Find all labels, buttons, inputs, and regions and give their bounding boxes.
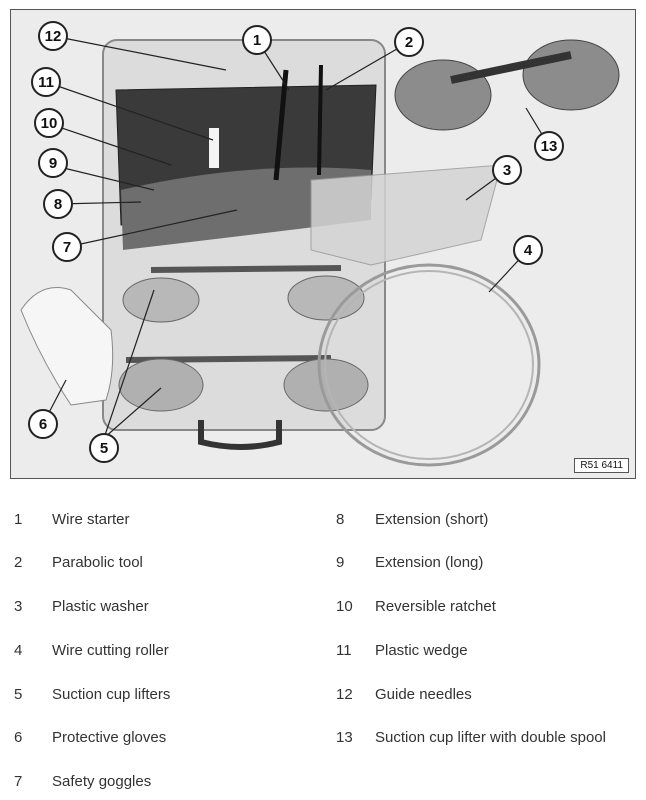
legend-label: Plastic washer [52, 598, 149, 615]
legend-label: Wire cutting roller [52, 642, 169, 659]
legend-label: Safety goggles [52, 773, 152, 790]
callout-9: 9 [38, 148, 68, 178]
callout-1: 1 [242, 25, 272, 55]
legend-number: 12 [336, 686, 353, 703]
legend-item [336, 510, 641, 530]
callout-8: 8 [43, 189, 73, 219]
legend-number: 9 [336, 554, 345, 571]
legend-number: 11 [336, 642, 352, 659]
callout-7: 7 [52, 232, 82, 262]
callout-2: 2 [394, 27, 424, 57]
callout-5: 5 [89, 433, 119, 463]
legend-item [336, 553, 641, 573]
callout-12: 12 [38, 21, 68, 51]
legend-item [14, 685, 314, 705]
legend-number: 13 [336, 729, 353, 746]
legend-item [14, 597, 314, 617]
legend-label: Extension (long) [375, 554, 484, 571]
legend-number: 4 [14, 642, 23, 659]
callout-13: 13 [534, 131, 564, 161]
callout-3: 3 [492, 155, 522, 185]
callout-10: 10 [34, 108, 64, 138]
legend-label: Protective gloves [52, 729, 167, 746]
legend-number: 5 [14, 686, 23, 703]
legend-number: 1 [14, 511, 23, 528]
legend-item [336, 641, 641, 661]
legend-item [14, 553, 314, 573]
legend-item [336, 597, 641, 617]
callout-6: 6 [28, 409, 58, 439]
legend-label: Suction cup lifter with double spool [375, 729, 606, 746]
legend-label: Reversible ratchet [375, 598, 496, 615]
legend-item [14, 728, 314, 748]
legend-label: Plastic wedge [375, 642, 468, 659]
legend-label: Wire starter [52, 511, 130, 528]
legend-label: Parabolic tool [52, 554, 143, 571]
tool-kit-illustration [10, 9, 636, 479]
legend-item [14, 510, 314, 530]
legend-number: 3 [14, 598, 23, 615]
legend-number: 6 [14, 729, 23, 746]
legend-label: Extension (short) [375, 511, 489, 528]
legend-number: 8 [336, 511, 345, 528]
legend-label: Suction cup lifters [52, 686, 171, 703]
legend-item [336, 685, 641, 705]
figure-reference-code: R51 6411 [574, 458, 629, 473]
callout-4: 4 [513, 235, 543, 265]
legend-number: 7 [14, 773, 23, 790]
legend-label: Guide needles [375, 686, 472, 703]
legend-item [14, 641, 314, 661]
legend-number: 2 [14, 554, 23, 571]
callout-11: 11 [31, 67, 61, 97]
legend-item [336, 728, 641, 748]
legend-item [14, 772, 314, 792]
legend-number: 10 [336, 598, 353, 615]
